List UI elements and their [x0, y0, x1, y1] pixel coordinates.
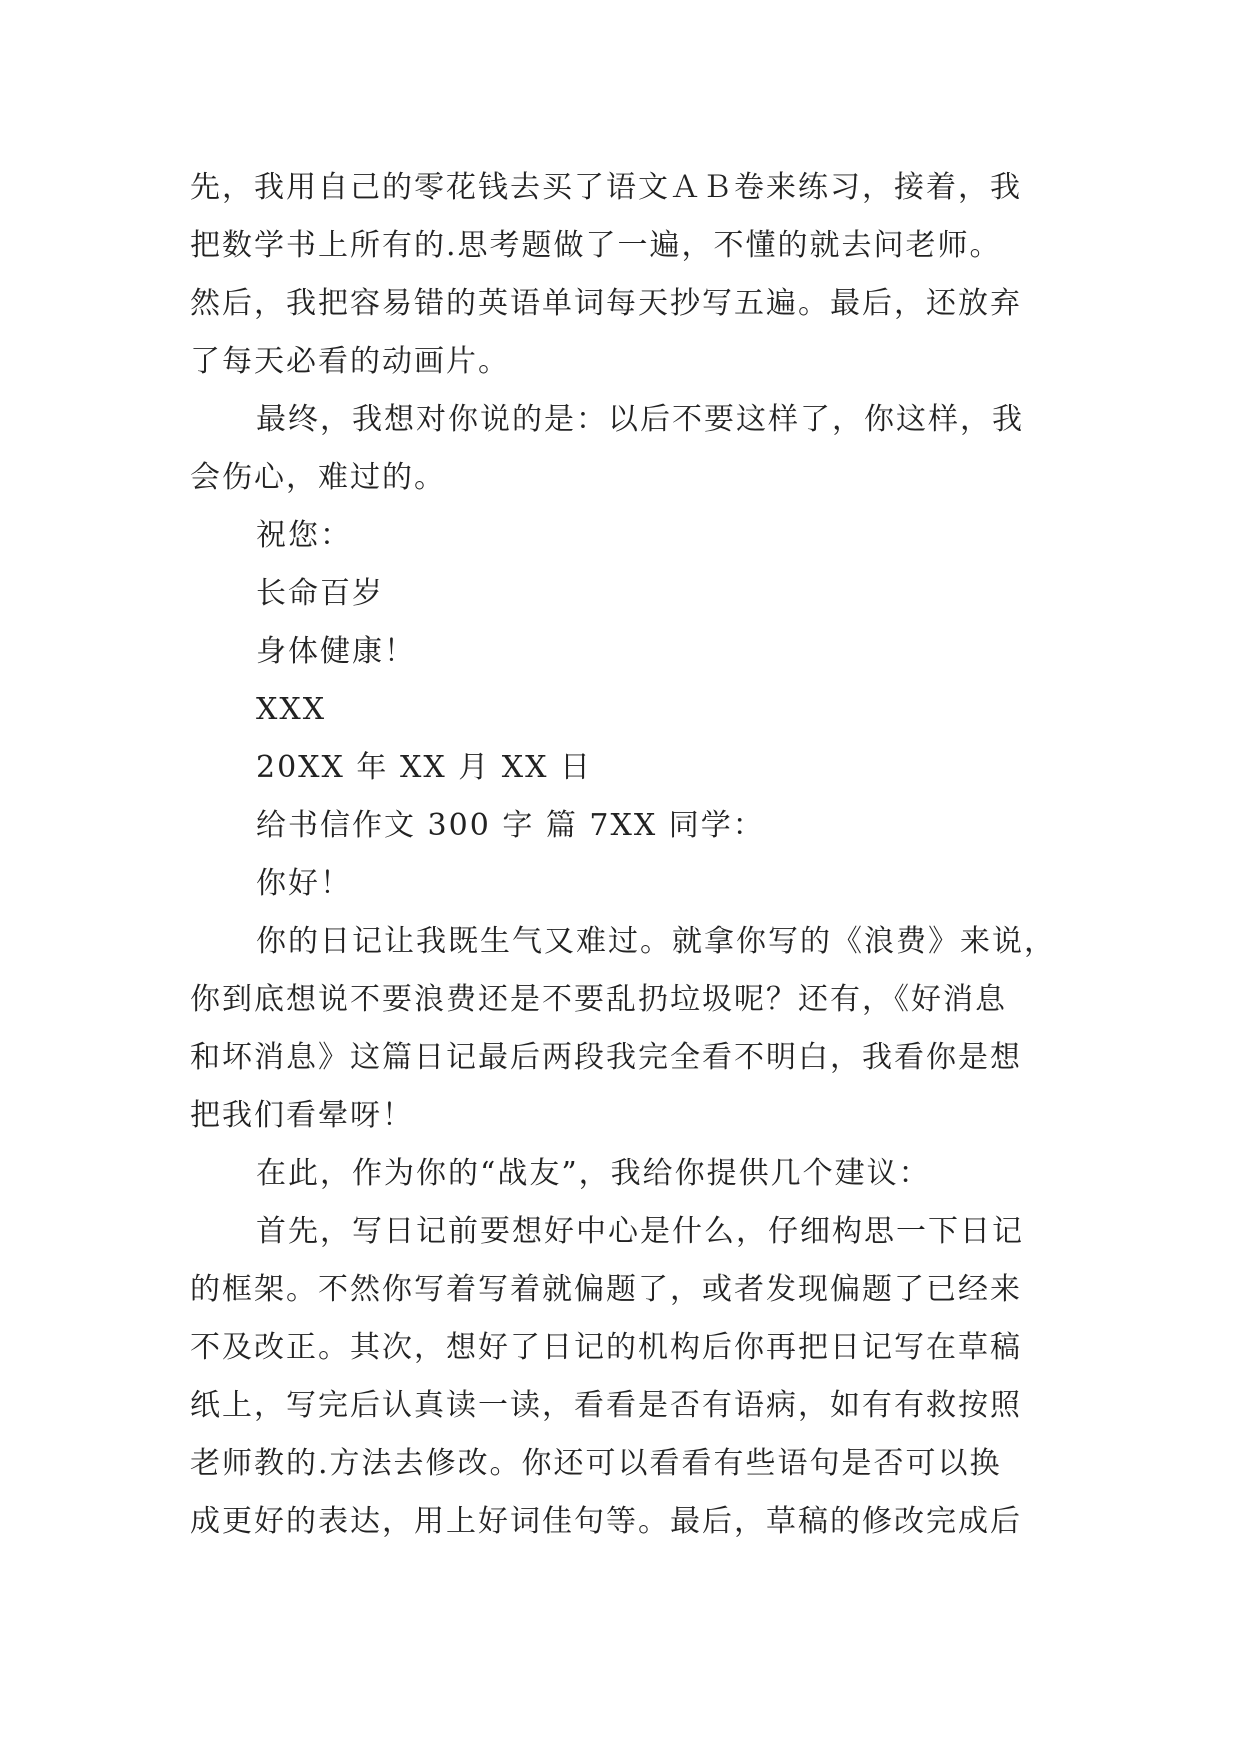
text-line: 祝您：	[256, 518, 352, 553]
text-line: 先，我用自己的零花钱去买了语文ＡＢ卷来练习，接着，我	[190, 170, 1022, 205]
text-line: 老师教的.方法去修改。你还可以看看有些语句是否可以换	[190, 1446, 1002, 1481]
text-line: 纸上，写完后认真读一读，看看是否有语病，如有有救按照	[190, 1388, 1022, 1423]
text-line: 身体健康！	[256, 634, 416, 669]
text-line: 成更好的表达，用上好词佳句等。最后，草稿的修改完成后	[190, 1504, 1022, 1539]
text-line: 首先，写日记前要想好中心是什么，仔细构思一下日记	[256, 1214, 1024, 1249]
text-line: 长命百岁	[256, 576, 384, 611]
text-line: 然后，我把容易错的英语单词每天抄写五遍。最后，还放弃	[190, 286, 1022, 321]
text-line: 不及改正。其次，想好了日记的机构后你再把日记写在草稿	[190, 1330, 1022, 1365]
text-line: 你的日记让我既生气又难过。就拿你写的《浪费》来说，	[256, 924, 1056, 959]
text-line: 给书信作文 300 字 篇 7XX 同学：	[256, 808, 765, 843]
text-line: 会伤心，难过的。	[190, 460, 446, 495]
text-line: 把我们看晕呀！	[190, 1098, 414, 1133]
text-line: 的框架。不然你写着写着就偏题了，或者发现偏题了已经来	[190, 1272, 1022, 1307]
text-line: 最终，我想对你说的是：以后不要这样了，你这样，我	[256, 402, 1024, 437]
text-line: 你到底想说不要浪费还是不要乱扔垃圾呢？还有，《好消息	[190, 982, 1007, 1017]
text-line: 在此，作为你的“战友”，我给你提供几个建议：	[256, 1156, 931, 1191]
text-line: XXX	[256, 692, 327, 727]
text-line: 你好！	[256, 866, 352, 901]
text-line: 把数学书上所有的.思考题做了一遍，不懂的就去问老师。	[190, 228, 1002, 263]
text-line: 了每天必看的动画片。	[190, 344, 510, 379]
text-line: 20XX 年 XX 月 XX 日	[256, 750, 592, 785]
text-line: 和坏消息》这篇日记最后两段我完全看不明白，我看你是想	[190, 1040, 1022, 1075]
